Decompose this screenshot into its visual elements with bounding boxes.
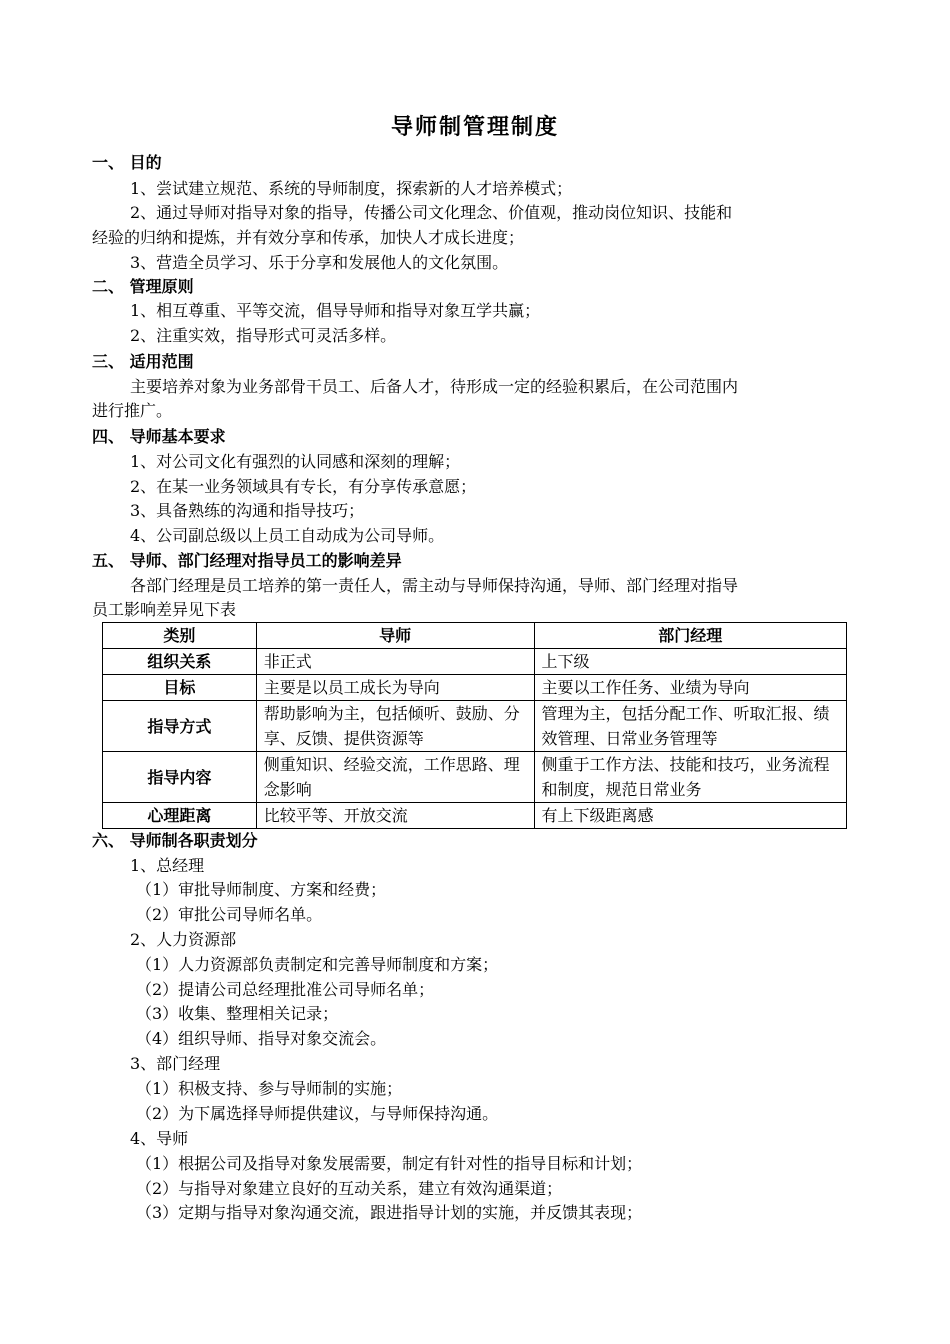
- section-heading-responsibilities: 六、 导师制各职责划分: [92, 831, 258, 850]
- row-category: 目标: [103, 675, 257, 701]
- section-heading-scope: 三、 适用范围: [92, 352, 194, 371]
- list-item: 3、营造全员学习、乐于分享和发展他人的文化氛围。: [130, 253, 509, 272]
- group-label-department-manager: 3、部门经理: [130, 1054, 221, 1073]
- list-item: （1）根据公司及指导对象发展需要，制定有针对性的指导目标和计划；: [136, 1154, 643, 1173]
- list-item: （3）定期与指导对象沟通交流，跟进指导计划的实施，并反馈其表现；: [136, 1203, 643, 1222]
- list-item: 4、公司副总级以上员工自动成为公司导师。: [130, 526, 445, 545]
- row-category: 指导方式: [103, 701, 257, 752]
- mentor-cell: 比较平等、开放交流: [256, 803, 534, 829]
- paragraph-line: 员工影响差异见下表: [92, 600, 237, 619]
- header-manager: 部门经理: [534, 623, 846, 649]
- header-category: 类别: [103, 623, 257, 649]
- row-category: 心理距离: [103, 803, 257, 829]
- section-heading-purpose: 一、 目的: [92, 153, 162, 172]
- list-item: （2）提请公司总经理批准公司导师名单；: [136, 980, 435, 999]
- list-item: 2、注重实效，指导形式可灵活多样。: [130, 326, 397, 345]
- list-item-continuation: 经验的归纳和提炼，并有效分享和传承，加快人才成长进度；: [92, 228, 525, 247]
- section-heading-principles: 二、 管理原则: [92, 277, 194, 296]
- list-item: 2、通过导师对指导对象的指导，传播公司文化理念、价值观，推动岗位知识、技能和: [130, 203, 733, 222]
- table-row: [103, 675, 847, 701]
- list-item: 1、尝试建立规范、系统的导师制度，探索新的人才培养模式；: [130, 179, 573, 198]
- list-item: （1）审批导师制度、方案和经费；: [136, 880, 387, 899]
- document-title: 导师制管理制度: [390, 115, 559, 140]
- list-item: （2）为下属选择导师提供建议，与导师保持沟通。: [136, 1104, 499, 1123]
- group-label-mentor: 4、导师: [130, 1129, 189, 1148]
- list-item: 3、具备熟练的沟通和指导技巧；: [130, 501, 365, 520]
- table-row: [103, 649, 847, 675]
- mentor-cell: 帮助影响为主，包括倾听、鼓励、分享、反馈、提供资源等: [256, 701, 534, 752]
- table-header-row: [103, 623, 847, 649]
- comparison-table: [102, 622, 847, 829]
- list-item: 2、在某一业务领域具有专长，有分享传承意愿；: [130, 477, 477, 496]
- list-item: （2）与指导对象建立良好的互动关系，建立有效沟通渠道；: [136, 1179, 563, 1198]
- list-item: （3）收集、整理相关记录；: [136, 1004, 339, 1023]
- paragraph-line: 主要培养对象为业务部骨干员工、后备人才，待形成一定的经验积累后，在公司范围内: [130, 377, 739, 396]
- manager-cell: 有上下级距离感: [534, 803, 846, 829]
- list-item: （4）组织导师、指导对象交流会。: [136, 1029, 387, 1048]
- mentor-cell: 主要是以员工成长为导向: [256, 675, 534, 701]
- mentor-cell: 侧重知识、经验交流，工作思路、理念影响: [256, 752, 534, 803]
- table-row: [103, 803, 847, 829]
- manager-cell: 侧重于工作方法、技能和技巧，业务流程和制度，规范日常业务: [534, 752, 846, 803]
- header-mentor: 导师: [256, 623, 534, 649]
- list-item: （1）积极支持、参与导师制的实施；: [136, 1079, 403, 1098]
- list-item: 1、相互尊重、平等交流，倡导导师和指导对象互学共赢；: [130, 301, 541, 320]
- section-heading-requirements: 四、 导师基本要求: [92, 427, 226, 446]
- list-item: 1、对公司文化有强烈的认同感和深刻的理解；: [130, 452, 461, 471]
- row-category: 组织关系: [103, 649, 257, 675]
- paragraph-line: 进行推广。: [92, 401, 173, 420]
- paragraph-line: 各部门经理是员工培养的第一责任人，需主动与导师保持沟通，导师、部门经理对指导: [130, 576, 739, 595]
- list-item: （1）人力资源部负责制定和完善导师制度和方案；: [136, 955, 499, 974]
- manager-cell: 上下级: [534, 649, 846, 675]
- group-label-hr: 2、人力资源部: [130, 930, 237, 949]
- row-category: 指导内容: [103, 752, 257, 803]
- section-heading-differences: 五、 导师、部门经理对指导员工的影响差异: [92, 551, 402, 570]
- mentor-cell: 非正式: [256, 649, 534, 675]
- manager-cell: 主要以工作任务、业绩为导向: [534, 675, 846, 701]
- manager-cell: 管理为主，包括分配工作、听取汇报、绩效管理、日常业务管理等: [534, 701, 846, 752]
- group-label-general-manager: 1、总经理: [130, 856, 205, 875]
- table-row: [103, 752, 847, 803]
- table-row: [103, 701, 847, 752]
- list-item: （2）审批公司导师名单。: [136, 905, 323, 924]
